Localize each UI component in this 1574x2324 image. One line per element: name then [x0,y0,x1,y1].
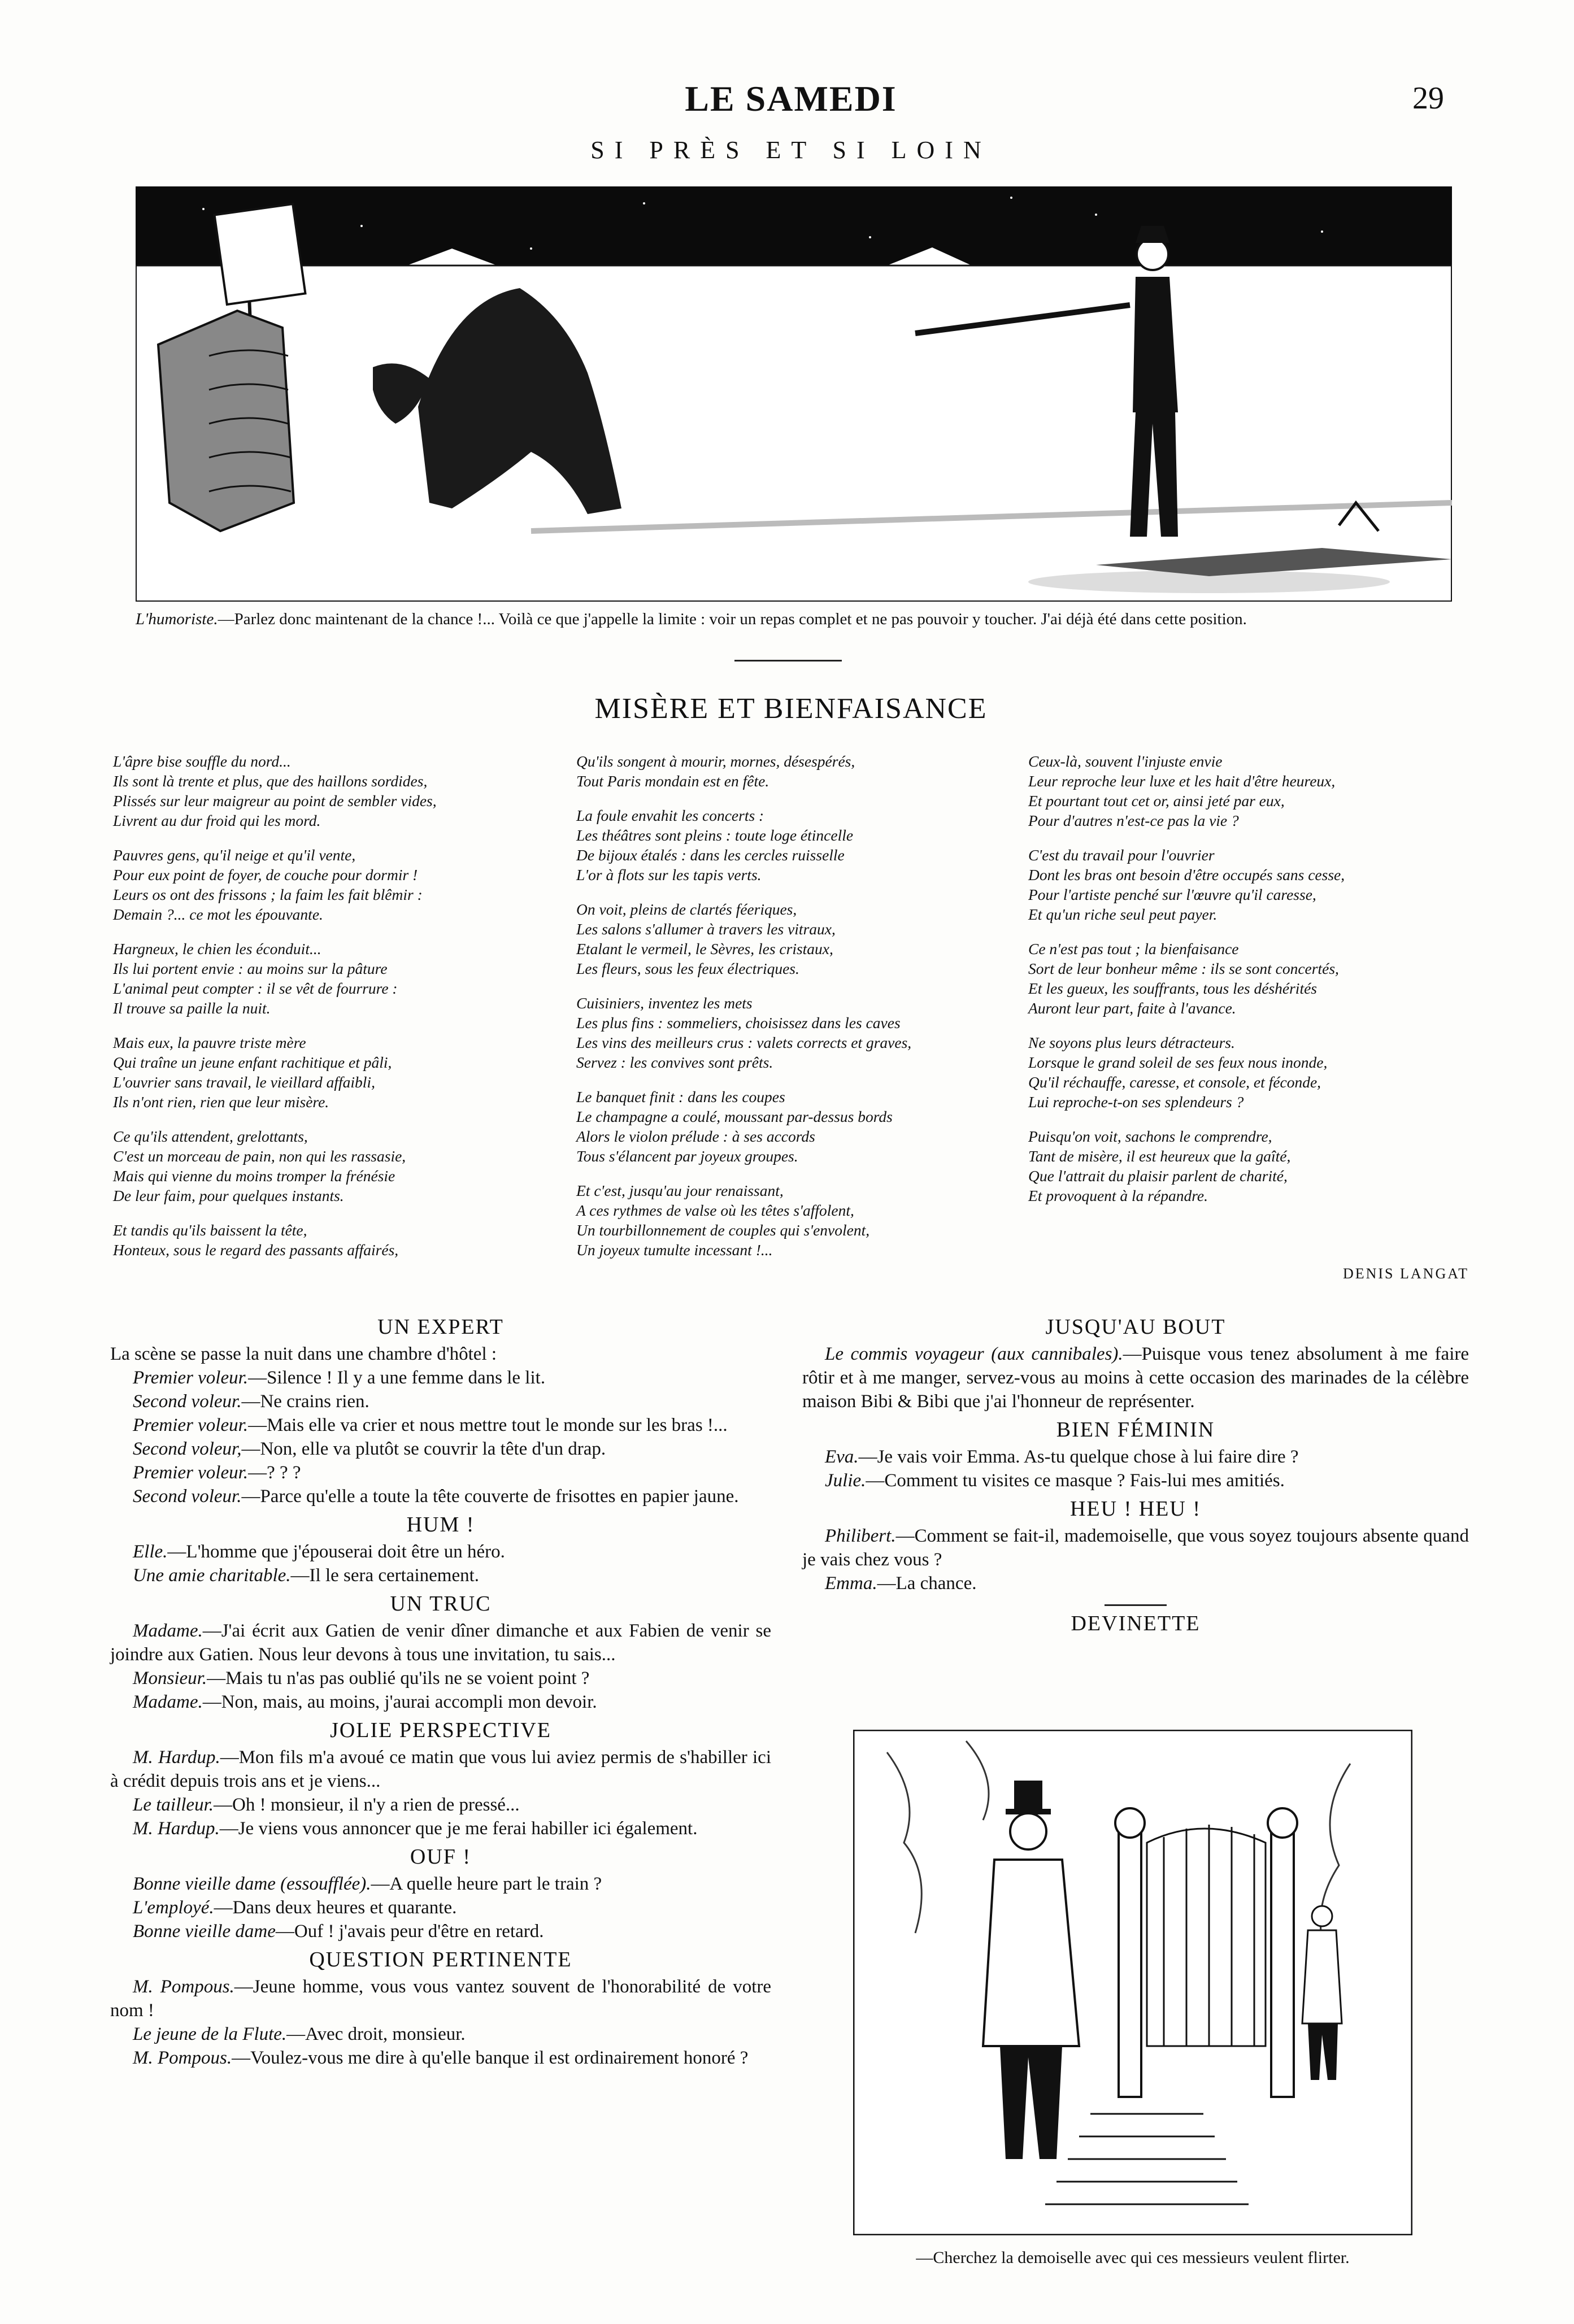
dialogue-speaker: M. Hardup. [133,1747,220,1768]
section-intro: La scène se passe la nuit dans une chambre d'hôtel : [110,1344,497,1364]
dialogue-line [110,2022,771,2046]
poem-line: Pauvres gens, qu'il neige et qu'il vente, [113,846,356,864]
poem-column-2 [576,751,1045,1274]
poem-stanza [113,939,582,1018]
dialogue-line [110,1666,771,1690]
poem-stanza [113,1126,582,1205]
poem-line: C'est un morceau de pain, non qui les rassasie, [113,1147,406,1165]
poem-line: Qu'ils songent à mourir, mornes, désespérés, [576,752,855,770]
poem-line: Que l'attrait du plaisir parlent de charité, [1028,1167,1288,1185]
poem-line: Sort de leur bonheur même : ils se sont concertés, [1028,960,1339,977]
poem-line: Qu'il réchauffe, caresse, et console, et féconde, [1028,1073,1321,1091]
poem-line: Un joyeux tumulte incessant !... [576,1241,773,1259]
dialogue-line [110,1975,771,2022]
dialogue-text: —Parce qu'elle a toute la tête couverte de frisottes en papier jaune. [241,1486,739,1507]
dialogue-text: —Comment tu visites ce masque ? Fais-lui mes amitiés. [866,1470,1285,1491]
poem-line: Ils sont là trente et plus, que des haillons sordides, [113,772,428,790]
poem-stanza [1028,1033,1497,1112]
dialogue-line [110,1746,771,1793]
dialogue-speaker: Eva. [825,1447,859,1467]
dialogue-text: —Il le sera certainement. [290,1565,480,1586]
section-title: QUESTION PERTINENTE [309,1948,572,1972]
dialogue-text: —? ? ? [248,1463,301,1483]
dialogue-jolie-perspective [110,1746,771,1840]
section-title: HUM ! [406,1513,475,1537]
dialogue-un-truc [110,1619,771,1714]
poem-stanza [576,1087,1045,1166]
poem-line: Et provoquent à la répandre. [1028,1187,1208,1204]
dialogue-question-pertinente [110,1975,771,2070]
poem-line: Servez : les convives sont prêts. [576,1054,773,1071]
poem-line: Ce n'est pas tout ; la bienfaisance [1028,940,1239,958]
dialogue-line [110,1817,771,1840]
poem-line: Honteux, sous le regard des passants affairés, [113,1241,399,1259]
dialogue-speaker: Premier voleur. [133,1463,249,1483]
dialogue-text: —Je viens vous annoncer que je me ferai habiller ici également. [219,1818,698,1839]
poem-stanza [576,899,1045,978]
dialogue-speaker: Second voleur, [133,1439,242,1459]
section-title: JOLIE PERSPECTIVE [330,1718,551,1742]
dialogue-text: —Ouf ! j'avais peur d'être en retard. [275,1921,544,1942]
dialogue-speaker: Premier voleur. [133,1368,249,1388]
poem-line: Les plus fins : sommeliers, choisissez dans les caves [576,1014,901,1032]
poem-line: Puisqu'on voit, sachons le comprendre, [1028,1128,1272,1145]
dialogue-speaker: Bonne vieille dame (essoufflée). [133,1874,371,1894]
poem-line: Livrent au dur froid qui les mord. [113,812,321,829]
poem-stanza [576,751,1045,791]
poem-line: Ce qu'ils attendent, grelottants, [113,1128,308,1145]
dialogue-speaker: Philibert. [825,1526,896,1546]
poem-column-1 [113,751,582,1274]
dialogue-text: —Non, elle va plutôt se couvrir la tête d'un drap. [241,1439,606,1459]
poem-column-3 [1028,751,1497,1220]
poem-line: L'âpre bise souffle du nord... [113,752,291,770]
poem-line: Un tourbillonnement de couples qui s'envolent, [576,1221,870,1239]
dialogue-speaker: Une amie charitable. [133,1565,291,1586]
dialogue-line [110,1413,771,1437]
dialogue-text: —Comment se fait-il, mademoiselle, que vous soyez toujours absente quand je vais chez vous ? [802,1526,1469,1570]
separator-rule [734,660,842,661]
poem-line: Et les gueux, les souffrants, tous les déshérités [1028,980,1317,997]
poem-line: Etalant le vermeil, le Sèvres, les cristaux, [576,940,833,958]
dialogue-line [802,1524,1469,1572]
dialogue-text: —Voulez-vous me dire à qu'elle banque il est ordinairement honoré ? [232,2048,749,2068]
poem-line: Ne soyons plus leurs détracteurs. [1028,1034,1235,1051]
dialogue-line [110,1366,771,1390]
dialogue-text: —Mon fils m'a avoué ce matin que vous lui aviez permis de s'habiller ici à crédit depuis trois ans et je viens... [110,1747,771,1791]
dialogue-heu-heu [802,1524,1469,1595]
dialogue-line [110,1390,771,1413]
poem-title: MISÈRE ET BIENFAISANCE [594,693,988,725]
dialogue-speaker: Julie. [825,1470,866,1491]
poem-signature: DENIS LANGAT [1342,1265,1469,1282]
poem-stanza [576,806,1045,885]
poem-line: Ceux-là, souvent l'injuste envie [1028,752,1223,770]
dialogue-line [110,1920,771,1943]
dialogue-text: —Je vais voir Emma. As-tu quelque chose à lui faire dire ? [858,1447,1299,1467]
dialogue-speaker: Madame. [133,1621,203,1641]
dialogue-speaker: Bonne vieille dame [133,1921,276,1942]
poem-line: Pour d'autres n'est-ce pas la vie ? [1028,812,1239,829]
dialogue-line [802,1342,1469,1413]
page-number: 29 [1412,81,1444,116]
dialogue-ouf [110,1872,771,1943]
section-title: DEVINETTE [1071,1612,1201,1635]
dialogue-text: —J'ai écrit aux Gatien de venir dîner dimanche et aux Fabien de venir se joindre aux Gatien. Nous leur devons à tous une invitation, tu sais... [110,1621,771,1665]
poem-line: Alors le violon prélude : à ses accords [576,1128,815,1145]
poem-line: Hargneux, le chien les éconduit... [113,940,321,958]
poem-line: Pour eux point de foyer, de couche pour dormir ! [113,866,418,884]
poem-line: Les salons s'allumer à travers les vitraux, [576,920,836,938]
poem-stanza [576,1181,1045,1260]
dialogue-text: —L'homme que j'épouserai doit être un héro. [167,1542,505,1562]
poem-line: Et c'est, jusqu'au jour renaissant, [576,1182,784,1199]
poem-line: Le champagne a coulé, moussant par-dessus bords [576,1108,893,1125]
poem-line: Ils n'ont rien, rien que leur misère. [113,1093,329,1111]
section-title: BIEN FÉMININ [1056,1418,1215,1442]
dialogue-bien-feminin [802,1445,1469,1492]
cartoon-title: SI PRÈS ET SI LOIN [590,136,992,164]
dialogue-text: —Puisque vous tenez absolument à me faire rôtir et à me manger, servez-vous au moins à cette occasion des marinades de la célèbre maison Bibi & Bibi que j'ai l'honneur de représenter. [802,1344,1469,1412]
poem-line: Cuisiniers, inventez les mets [576,994,753,1012]
separator-rule [1105,1604,1167,1606]
dialogue-line [802,1445,1469,1469]
caption-text: —Parlez donc maintenant de la chance !... Voilà ce que j'appelle la limite : voir un repas complet et ne pas pouvoir y toucher. J'ai déjà été dans cette position. [218,610,1247,628]
dialogue-line [110,1540,771,1564]
left-column [110,1311,771,2070]
dialogue-text: —Dans deux heures et quarante. [214,1898,457,1918]
dialogue-speaker: M. Hardup. [133,1818,220,1839]
dialogue-line [802,1469,1469,1492]
dialogue-speaker: Monsieur. [133,1668,207,1688]
poem-line: Le banquet finit : dans les coupes [576,1088,785,1106]
dialogue-text: —Oh ! monsieur, il n'y a rien de pressé... [214,1795,520,1815]
cartoon-caption [136,609,1452,629]
poem-line: C'est du travail pour l'ouvrier [1028,846,1215,864]
poem-line: De bijoux étalés : dans les cercles ruisselle [576,846,845,864]
dialogue-jusquau-bout [802,1342,1469,1413]
dialogue-text: —Ne crains rien. [241,1391,369,1412]
poem-line: L'animal peut compter : il se vêt de fourrure : [113,980,398,997]
dialogue-speaker: Emma. [825,1573,877,1594]
poem-line: L'or à flots sur les tapis verts. [576,866,762,884]
dialogue-text: —Mais tu n'as pas oublié qu'ils ne se voient point ? [207,1668,590,1688]
section-title: JUSQU'AU BOUT [1045,1315,1226,1339]
dialogue-speaker: Madame. [133,1692,203,1712]
dialogue-text: —Mais elle va crier et nous mettre tout le monde sur les bras !... [248,1415,728,1435]
poem-line: Il trouve sa paille la nuit. [113,999,271,1017]
dialogue-text: —Avec droit, monsieur. [286,2024,466,2044]
dialogue-hum [110,1540,771,1587]
devinette-illustration [853,1730,1412,2235]
dialogue-text: —Jeune homme, vous vous vantez souvent de l'honorabilité de votre nom ! [110,1977,771,2021]
poem-line: On voit, pleins de clartés féeriques, [576,900,797,918]
poem-stanza [113,845,582,924]
dialogue-speaker: Second voleur. [133,1486,242,1507]
dialogue-un-expert [110,1366,771,1508]
dialogue-line [110,1461,771,1485]
dialogue-line [110,1437,771,1461]
section-title: UN TRUC [390,1592,492,1616]
poem-stanza [1028,1126,1497,1205]
dialogue-line [110,1619,771,1666]
poem-line: Demain ?... ce mot les épouvante. [113,906,323,923]
poem-line: De leur faim, pour quelques instants. [113,1187,344,1204]
poem-line: Qui traîne un jeune enfant rachitique et pâli, [113,1054,392,1071]
poem-line: Pour l'artiste penché sur l'œuvre qu'il caresse, [1028,886,1316,903]
dialogue-speaker: M. Pompous. [133,2048,232,2068]
poem-line: Lui reproche-t-on ses splendeurs ? [1028,1093,1244,1111]
poem-stanza [576,993,1045,1072]
poem-line: A ces rythmes de valse où les têtes s'affolent, [576,1202,854,1219]
dialogue-speaker: Premier voleur. [133,1415,249,1435]
poem-stanza [1028,845,1497,924]
cartoon-illustration [136,186,1452,602]
dialogue-speaker: Second voleur. [133,1391,242,1412]
poem-line: Les vins des meilleurs crus : valets corrects et graves, [576,1034,912,1051]
dialogue-text: —Non, mais, au moins, j'aurai accompli mon devoir. [202,1692,597,1712]
section-title: OUF ! [410,1845,472,1869]
section-title: HEU ! HEU ! [1069,1497,1201,1521]
poem-line: Et pourtant tout cet or, ainsi jeté par eux, [1028,792,1285,810]
poem-line: Mais eux, la pauvre triste mère [113,1034,306,1051]
dialogue-speaker: Le commis voyageur (aux cannibales). [825,1344,1123,1364]
poem-line: Les théâtres sont pleins : toute loge étincelle [576,826,854,844]
dialogue-line [110,1485,771,1508]
poem-line: L'ouvrier sans travail, le vieillard affaibli, [113,1073,375,1091]
dialogue-speaker: Elle. [133,1542,168,1562]
poem-line: Tant de misère, il est heureux que la gaîté, [1028,1147,1291,1165]
dialogue-speaker: M. Pompous. [133,1977,234,1997]
dialogue-text: —La chance. [877,1573,977,1594]
dialogue-text: —A quelle heure part le train ? [371,1874,602,1894]
dialogue-line [110,1564,771,1587]
poem-line: Ils lui portent envie : au moins sur la pâture [113,960,388,977]
dialogue-speaker: L'employé. [133,1898,214,1918]
poem-stanza [1028,939,1497,1018]
dialogue-line [110,2046,771,2070]
dialogue-line [802,1572,1469,1595]
poem-line: Mais qui vienne du moins tromper la frénésie [113,1167,395,1185]
dialogue-line [110,1690,771,1714]
dialogue-line [110,1872,771,1896]
poem-line: Les fleurs, sous les feux électriques. [576,960,799,977]
right-column [802,1311,1469,1639]
dialogue-text: —Silence ! Il y a une femme dans le lit. [248,1368,546,1388]
section-title: UN EXPERT [377,1315,504,1339]
poem-stanza [113,751,582,830]
poem-line: Tout Paris mondain est en fête. [576,772,769,790]
poem-line: Lorsque le grand soleil de ses feux nous inonde, [1028,1054,1328,1071]
caption-speaker: L'humoriste. [136,610,218,628]
poem-line: Auront leur part, faite à l'avance. [1028,999,1236,1017]
devinette-caption: —Cherchez la demoiselle avec qui ces messieurs veulent flirter. [916,2248,1350,2267]
poem-line: Dont les bras ont besoin d'être occupés sans cesse, [1028,866,1345,884]
dialogue-line [110,1793,771,1817]
dialogue-speaker: Le jeune de la Flute. [133,2024,287,2044]
poem-line: La foule envahit les concerts : [576,807,764,824]
newspaper-title: LE SAMEDI [685,79,897,119]
dialogue-speaker: Le tailleur. [133,1795,214,1815]
poem-stanza [1028,751,1497,830]
dialogue-line [110,1896,771,1920]
poem-line: Leurs os ont des frissons ; la faim les fait blêmir : [113,886,423,903]
poem-line: Plissés sur leur maigreur au point de sembler vides, [113,792,437,810]
poem-stanza [113,1033,582,1112]
poem-line: Et qu'un riche seul peut payer. [1028,906,1218,923]
poem-line: Et tandis qu'ils baissent la tête, [113,1221,307,1239]
poem-line: Leur reproche leur luxe et les hait d'être heureux, [1028,772,1336,790]
poem-stanza [113,1220,582,1260]
poem-line: Tous s'élancent par joyeux groupes. [576,1147,798,1165]
